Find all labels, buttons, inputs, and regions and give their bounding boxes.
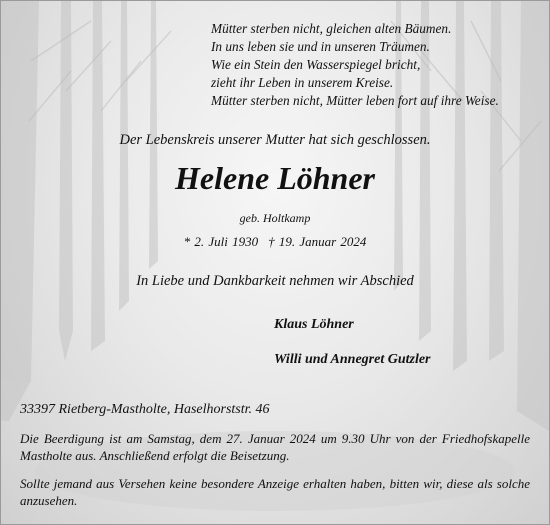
birth-date: * 2. Juli 1930 bbox=[183, 234, 259, 249]
life-dates bbox=[1, 234, 549, 250]
farewell-text: In Liebe und Dankbarkeit nehmen wir Abschied bbox=[136, 273, 414, 289]
death-date: † 19. Januar 2024 bbox=[268, 234, 367, 249]
memorial-poem bbox=[211, 20, 541, 110]
family-address: 33397 Rietberg-Mastholte, Haselhorststr. 46 bbox=[20, 402, 270, 417]
intro-text: Der Lebenskreis unserer Mutter hat sich geschlossen. bbox=[119, 132, 431, 148]
notice-disclaimer: Sollte jemand aus Versehen keine besondere Anzeige erhalten haben, bitten wir, diese als solche anzusehen. bbox=[20, 476, 530, 508]
poem-line: Mütter sterben nicht, gleichen alten Bäumen. bbox=[211, 21, 452, 36]
funeral-details: Die Beerdigung ist am Samstag, dem 27. Januar 2024 um 9.30 Uhr von der Friedhofskapelle Mastholte aus. Anschließend erfolgt die Beisetzung. bbox=[20, 431, 530, 463]
mourner-name: Willi und Annegret Gutzler bbox=[274, 352, 431, 367]
mourner-name: Klaus Löhner bbox=[274, 317, 354, 332]
poem-line: zieht ihr Leben in unserem Kreise. bbox=[211, 75, 394, 90]
deceased-name: Helene Löhner bbox=[175, 160, 375, 196]
maiden-name: geb. Holtkamp bbox=[239, 211, 311, 225]
poem-line: Mütter sterben nicht, Mütter leben fort auf ihre Weise. bbox=[211, 93, 499, 108]
poem-line: In uns leben sie und in unseren Träumen. bbox=[211, 39, 430, 54]
poem-line: Wie ein Stein den Wasserspiegel bricht, bbox=[211, 57, 421, 72]
